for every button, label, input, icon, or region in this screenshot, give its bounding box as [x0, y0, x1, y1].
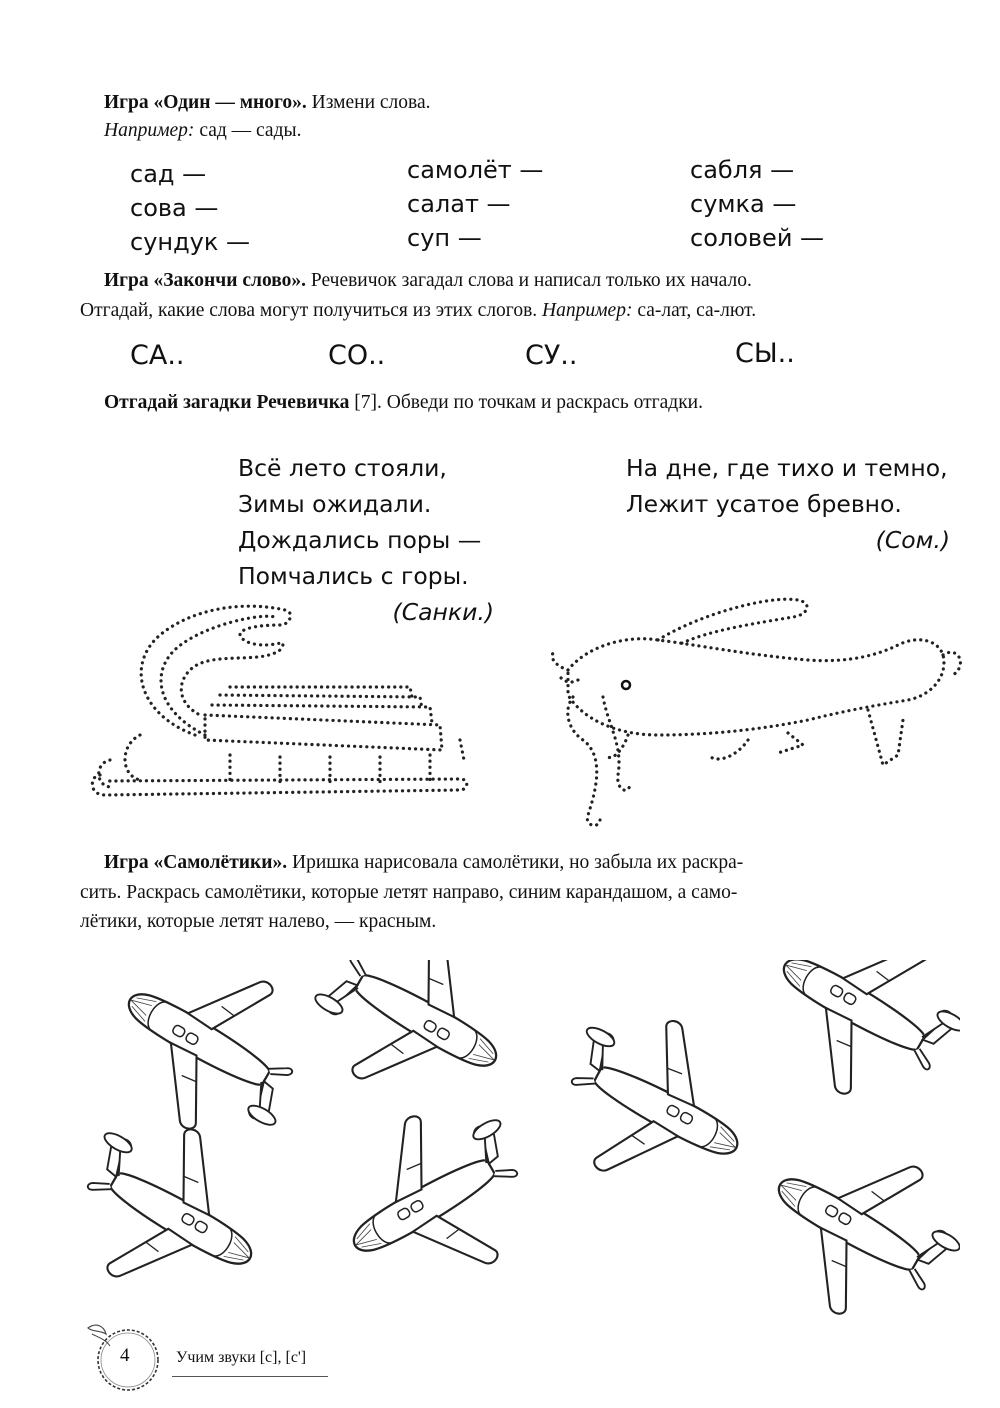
airplane — [532, 986, 776, 1221]
word-item: самолёт — — [407, 156, 544, 184]
game2-instruction: Игра «Закончи слово». Речевичок загадал слова и написал только их начало. — [104, 270, 752, 291]
riddle-line: Зимы ожидали. — [238, 490, 432, 518]
game1-example-text: сад — сады. — [199, 120, 302, 141]
riddle-answer: (Санки.) — [392, 598, 494, 626]
airplane — [743, 960, 960, 1130]
game1-instruction: Игра «Один — много». Измени слова. — [104, 92, 431, 113]
airplane — [88, 960, 333, 1165]
game1-title: Игра «Один — много» — [104, 92, 302, 113]
game1-text: Измени слова. — [311, 92, 431, 113]
word-item: сова — — [130, 194, 219, 222]
riddle-line: На дне, где тихо и темно, — [626, 454, 948, 482]
word-item: суп — — [407, 224, 482, 252]
riddle-line: Дождались поры — — [238, 526, 482, 554]
game2-text: Речевичок загадал слова и написал только их начало. — [310, 270, 752, 291]
syllable: СА.. — [130, 340, 185, 371]
word-item: сундук — — [130, 228, 251, 256]
airplane — [313, 1080, 558, 1318]
airplanes-illustration — [80, 960, 960, 1320]
game2-title: Игра «Закончи слово» — [104, 270, 302, 291]
game2-example-label: Например: — [542, 300, 633, 321]
footer-rule — [172, 1376, 328, 1377]
game3-title: Игра «Самолётики» — [104, 852, 283, 873]
syllable: СО.. — [328, 340, 386, 371]
word-item: сумка — — [690, 190, 797, 218]
riddle-line: Всё лето стояли, — [238, 454, 447, 482]
syllable: СУ.. — [525, 340, 578, 371]
catfish-dotted-illustration — [548, 585, 968, 840]
riddles-title: Отгадай загадки Речевичка — [104, 392, 350, 413]
riddle-line: Лежит усатое бревно. — [626, 490, 902, 518]
riddle-2 — [626, 450, 950, 558]
game3-line3: лётики, которые летят налево, — красным. — [80, 911, 437, 932]
game2-instruction-line2 — [80, 296, 980, 326]
riddles-text: Обведи по точкам и раскрась отгадки. — [386, 392, 703, 413]
page-number: 4 — [120, 1345, 130, 1366]
game3-line2: сить. Раскрась самолётики, которые летят направо, синим карандашом, а само- — [80, 882, 738, 903]
airplane — [738, 1112, 960, 1320]
game3-line1: Игра «Самолётики». Иришка нарисовала самолётики, но забыла их раскра- — [104, 852, 744, 873]
riddle-answer: (Сом.) — [875, 526, 950, 554]
riddles-instruction — [104, 388, 984, 418]
section-title: Учим звуки [с], [с'] — [176, 1349, 307, 1366]
game1-example — [104, 116, 964, 146]
game1-example-label: Например: — [104, 120, 195, 141]
word-item: салат — — [407, 190, 511, 218]
game2-text2: Отгадай, какие слова могут получиться из этих слогов. — [80, 300, 538, 321]
sled-dotted-illustration — [80, 595, 480, 825]
game3-text1: Иришка нарисовала самолётики, но забыла их раскра- — [291, 852, 744, 873]
riddle-line: Помчались с горы. — [238, 562, 469, 590]
game2-example-text: са-лат, са-лют. — [637, 300, 757, 321]
word-item: соловей — — [690, 224, 825, 252]
riddles-ref: [7]. — [354, 392, 382, 413]
airplane — [291, 960, 536, 1133]
word-item: сабля — — [690, 156, 795, 184]
syllable: СЫ.. — [735, 338, 795, 369]
word-item: сад — — [130, 160, 207, 188]
